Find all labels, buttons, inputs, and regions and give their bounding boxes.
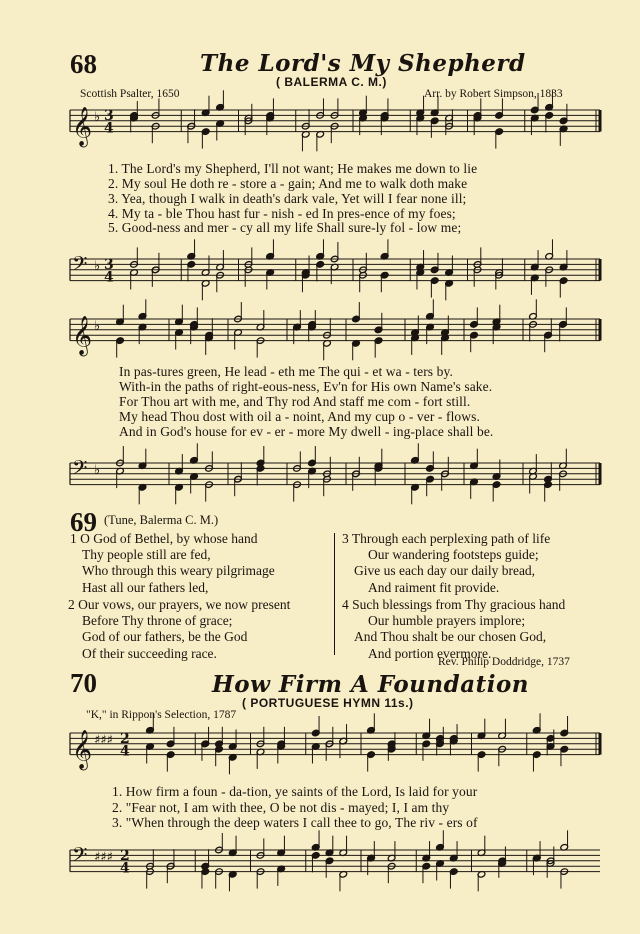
stanza-line: God of our fathers, be the God xyxy=(82,629,248,645)
hymn-68-verse-3-cont: For Thou art with me, and Thy rod And staff me com - fort still. xyxy=(119,394,471,409)
stanza-line: Before Thy throne of grace; xyxy=(82,613,233,629)
stanza-line: Give us each day our daily bread, xyxy=(354,563,536,579)
hymn-70-number: 70 xyxy=(70,668,97,698)
hymn-68-music-credit: Arr. by Robert Simpson, 1833 xyxy=(424,88,563,100)
time-signature: 4 xyxy=(104,120,114,137)
treble-clef-icon: 𝄞 xyxy=(72,315,93,356)
hymn-68-verse-2: 2. My soul He doth re - store a - gain; And me to walk doth make xyxy=(108,176,468,191)
hymn-69-number: 69 xyxy=(70,507,97,537)
hymn-68-verse-4-cont: My head Thou dost with oil a - noint, And my cup o - ver - flows. xyxy=(119,409,480,424)
bass-clef-icon: 𝄢 xyxy=(72,455,88,484)
stanza-line: Of their succeeding race. xyxy=(82,645,217,661)
treble-clef-icon: 𝄞 xyxy=(72,729,93,770)
hymn-68-verse-2-cont: With-in the paths of right-eous-ness, Ev'n for His own Name's sake. xyxy=(119,379,493,394)
stanza-line: 3 Through each perplexing path of life xyxy=(342,531,551,546)
hymn-68-verse-1: 1. The Lord's my Shepherd, I'll not want; He makes me down to lie xyxy=(108,161,478,176)
stanza-line: And Thou shalt be our chosen God, xyxy=(354,629,547,645)
time-signature: 4 xyxy=(104,269,114,286)
hymn-70-verse-3: 3. "When through the deep waters I call thee to go, The riv - ers of xyxy=(112,815,478,830)
hymn-68-words-credit: Scottish Psalter, 1650 xyxy=(80,88,180,100)
hymn-70-title: How Firm A Foundation xyxy=(212,671,530,698)
stanza-line: Hast all our fathers led, xyxy=(82,579,209,595)
hymn-70-words-credit: "K," in Rippon's Selection, 1787 xyxy=(86,709,237,721)
stanza-line: 1 O God of Bethel, by whose hand xyxy=(70,531,258,546)
bass-clef-icon: 𝄢 xyxy=(72,251,88,280)
time-signature: 3 xyxy=(104,107,114,124)
hymn-69-author: Rev. Philip Doddridge, 1737 xyxy=(438,656,570,668)
stanza-line: Our humble prayers implore; xyxy=(368,613,526,629)
treble-clef-icon: 𝄞 xyxy=(72,106,93,147)
hymn-68-number: 68 xyxy=(70,49,97,79)
hymn-68-verse-4: 4. My ta - ble Thou hast fur - nish - ed In pres-ence of my foes; xyxy=(108,206,456,221)
stanza-line: And portion evermore. xyxy=(368,645,492,661)
hymn-70-verse-2: 2. "Fear not, I am with thee, O be not dis - mayed; I, I am thy xyxy=(112,800,450,815)
time-signature: 2 xyxy=(120,730,130,747)
hymn-68-verse-3: 3. Yea, though I walk in death's dark vale, Yet will I fear none ill; xyxy=(108,191,467,206)
time-signature: 3 xyxy=(104,256,114,273)
time-signature: 4 xyxy=(120,860,130,877)
hymn-68-verse-5-cont: And in God's house for ev - er - more My dwell - ing-place shall be. xyxy=(119,424,494,439)
stanza-line: 4 Such blessings from Thy gracious hand xyxy=(342,597,566,612)
stanza-line: Who through this weary pilgrimage xyxy=(82,563,275,579)
key-flat-icon: ♭ xyxy=(94,463,101,479)
time-signature: 2 xyxy=(120,847,130,864)
bass-clef-icon: 𝄢 xyxy=(72,842,88,871)
stanza-line: 2 Our vows, our prayers, we now present xyxy=(68,597,291,612)
time-signature: 4 xyxy=(120,743,130,760)
key-sharps-icon: ♯♯♯ xyxy=(94,733,113,749)
hymn-70-verse-1: 1. How firm a foun - da-tion, ye saints of the Lord, Is laid for your xyxy=(112,784,478,799)
hymn-68-verse-1-cont: In pas-tures green, He lead - eth me The qui - et wa - ters by. xyxy=(119,364,453,379)
stanza-line: Thy people still are fed, xyxy=(82,547,211,563)
hymn-70-tune: ( PORTUGUESE HYMN 11s.) xyxy=(242,696,414,710)
stanza-line: Our wandering footsteps guide; xyxy=(368,547,539,563)
key-sharps-icon: ♯♯♯ xyxy=(94,850,113,866)
key-flat-icon: ♭ xyxy=(94,319,101,335)
hymn-68-verse-5: 5. Good-ness and mer - cy all my life Shall sure-ly fol - low me; xyxy=(108,220,462,235)
hymn-69-tune: (Tune, Balerma C. M.) xyxy=(104,513,219,527)
stanza-line: And raiment fit provide. xyxy=(368,579,500,595)
hymn-68-title: The Lord's My Shepherd xyxy=(200,50,526,77)
key-flat-icon: ♭ xyxy=(94,110,101,126)
hymn-68-tune: ( BALERMA C. M.) xyxy=(276,75,387,89)
key-flat-icon: ♭ xyxy=(94,259,101,275)
